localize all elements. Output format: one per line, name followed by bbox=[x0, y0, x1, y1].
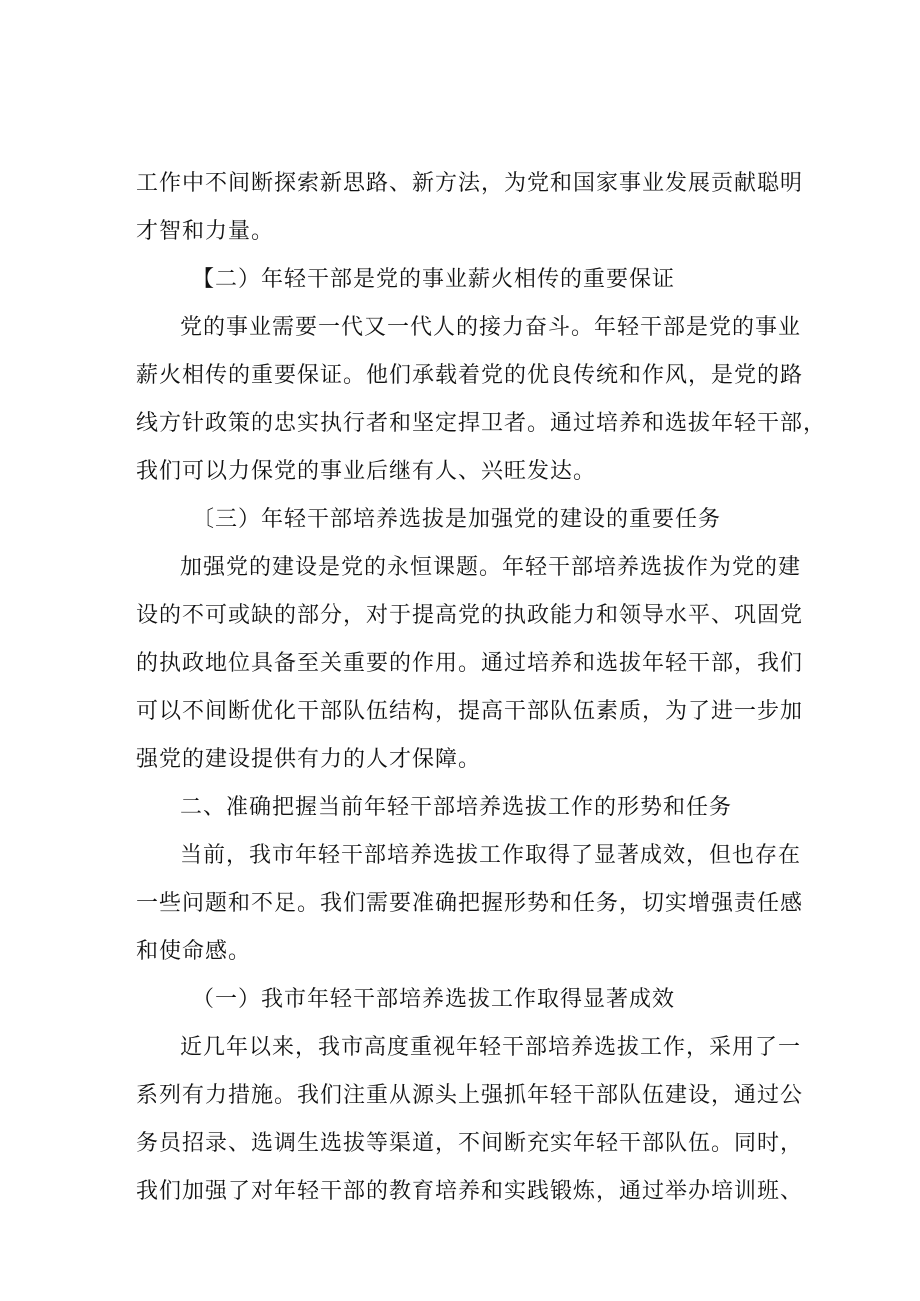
subheading-3: 〔三）年轻干部培养选拔是加强党的建设的重要任务 bbox=[192, 507, 722, 532]
section-heading-2: 二、准确把握当前年轻干部培养选拔工作的形势和任务 bbox=[180, 795, 733, 820]
body-line: 才智和力量。 bbox=[136, 219, 275, 244]
body-line: 党的事业需要一代又一代人的接力奋斗。年轻干部是党的事业 bbox=[180, 315, 802, 340]
body-line: 工作中不间断探索新思路、新方法，为党和国家事业发展贡献聪明 bbox=[136, 171, 804, 196]
body-line: 务员招录、选调生选拔等渠道，不间断充实年轻干部队伍。同时， bbox=[136, 1131, 804, 1156]
body-line: 加强党的建设是党的永恒课题。年轻干部培养选拔作为党的建 bbox=[180, 555, 802, 580]
body-line: 的执政地位具备至关重要的作用。通过培养和选拔年轻干部，我们 bbox=[136, 651, 804, 676]
body-line: 近几年以来，我市高度重视年轻干部培养选拔工作，采用了一 bbox=[180, 1035, 802, 1060]
body-line: 我们加强了对年轻干部的教育培养和实践锻炼，通过举办培训班、 bbox=[136, 1179, 804, 1204]
subheading-2: 【二）年轻干部是党的事业薪火相传的重要保证 bbox=[192, 267, 676, 292]
document-body bbox=[136, 160, 827, 1216]
body-line: 线方针政策的忠实执行者和坚定捍卫者。通过培养和选拔年轻干部， bbox=[136, 411, 827, 436]
body-line: 薪火相传的重要保证。他们承载着党的优良传统和作风，是党的路 bbox=[136, 363, 804, 388]
body-line: 一些问题和不足。我们需要准确把握形势和任务，切实增强责任感 bbox=[136, 891, 804, 916]
body-line: 我们可以力保党的事业后继有人、兴旺发达。 bbox=[136, 459, 597, 484]
body-line: 和使命感。 bbox=[136, 939, 252, 964]
body-line: 强党的建设提供有力的人才保障。 bbox=[136, 747, 482, 772]
body-line: 系列有力措施。我们注重从源头上强抓年轻干部队伍建设，通过公 bbox=[136, 1083, 804, 1108]
subheading-1: （一）我市年轻干部培养选拔工作取得显著成效 bbox=[192, 987, 676, 1012]
body-line: 设的不可或缺的部分，对于提高党的执政能力和领导水平、巩固党 bbox=[136, 603, 804, 628]
body-line: 当前，我市年轻干部培养选拔工作取得了显著成效，但也存在 bbox=[180, 843, 802, 868]
body-line: 可以不间断优化干部队伍结构，提高干部队伍素质，为了进一步加 bbox=[136, 699, 804, 724]
